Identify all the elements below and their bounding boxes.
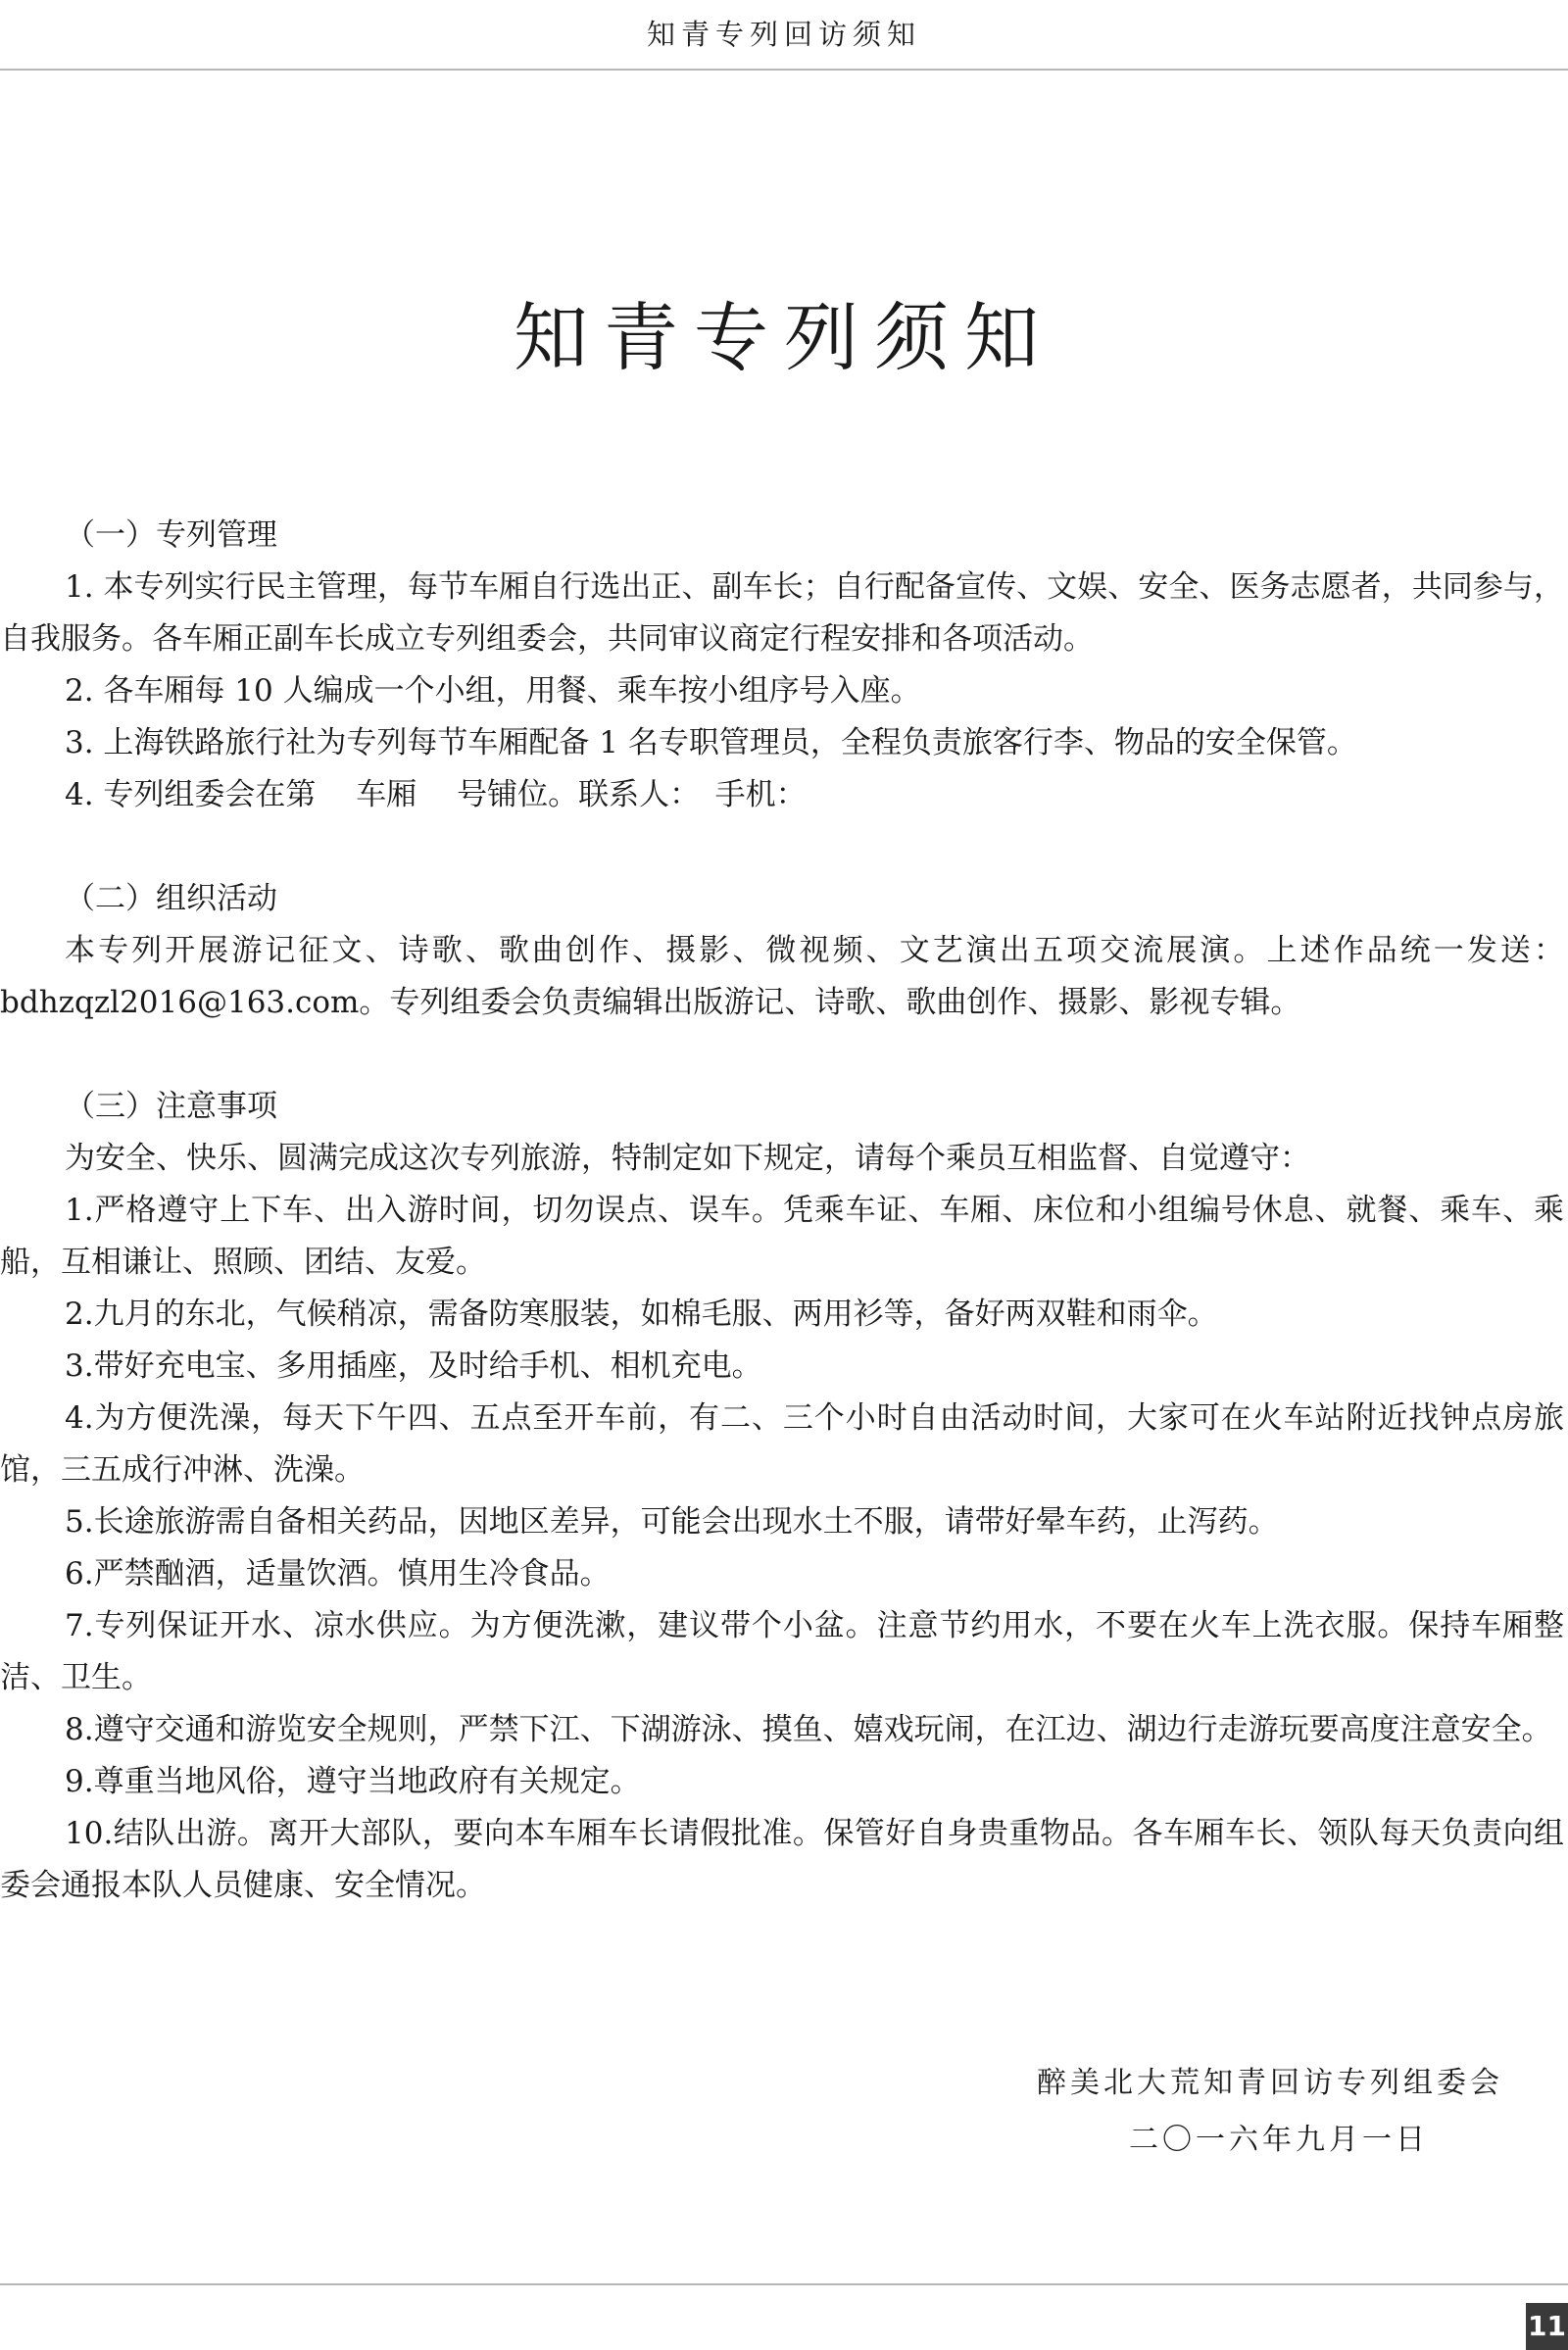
running-header bbox=[0, 0, 1568, 71]
paragraph: 7.专列保证开水、凉水供应。为方便洗漱，建议带个小盆。注意节约用水，不要在火车上洗衣服。保持车厢整洁、卫生。 bbox=[0, 1608, 1564, 1695]
signature-organization: 醉美北大荒知青回访专列组委会 bbox=[1037, 2066, 1503, 2100]
paragraph: 2.九月的东北，气候稍凉，需备防寒服装，如棉毛服、两用衫等，备好两双鞋和雨伞。 bbox=[65, 1297, 1218, 1332]
paragraph: 为安全、快乐、圆满完成这次专列旅游，特制定如下规定，请每个乘员互相监督、自觉遵守： bbox=[65, 1141, 1310, 1176]
running-header-title: 知青专列回访须知 bbox=[646, 18, 921, 51]
footer-divider bbox=[0, 2283, 1568, 2285]
paragraph: 9.尊重当地风俗，遵守当地政府有关规定。 bbox=[65, 1764, 641, 1799]
notice-body bbox=[0, 510, 1568, 1912]
page-number: 11 bbox=[1526, 2303, 1568, 2350]
paragraph: 5.长途旅游需自备相关药品，因地区差异，可能会出现水土不服，请带好晕车药，止泻药。 bbox=[65, 1504, 1279, 1540]
page-title: 知青专列须知 bbox=[514, 294, 1054, 381]
paragraph: 8.遵守交通和游览安全规则，严禁下江、下湖游泳、摸鱼、嬉戏玩闹，在江边、湖边行走游玩要高度注意安全。 bbox=[65, 1712, 1552, 1747]
paragraph: 6.严禁酗酒，适量饮酒。慎用生冷食品。 bbox=[65, 1556, 611, 1591]
section-notes bbox=[0, 1081, 1568, 1912]
paragraph: 本专列开展游记征文、诗歌、歌曲创作、摄影、微视频、文艺演出五项交流展演。上述作品统一发送：bdhzqzl2016@163.com。专列组委会负责编辑出版游记、诗歌、歌曲创作、摄影、影视专辑。 bbox=[0, 933, 1564, 1020]
paragraph: 1.严格遵守上下车、出入游时间，切勿误点、误车。凭乘车证、车厢、床位和小组编号休息、就餐、乘车、乘船，互相谦让、照顾、团结、友爱。 bbox=[0, 1193, 1564, 1280]
paragraph: 1. 本专列实行民主管理，每节车厢自行选出正、副车长；自行配备宣传、文娱、安全、医务志愿者，共同参与，自我服务。各车厢正副车长成立专列组委会，共同审议商定行程安排和各项活动。 bbox=[0, 569, 1564, 657]
section-heading: （二）组织活动 bbox=[65, 881, 277, 916]
signature-date: 二〇一六年九月一日 bbox=[1129, 2123, 1429, 2157]
section-activities bbox=[0, 873, 1568, 1029]
section-heading: （三）注意事项 bbox=[65, 1089, 277, 1124]
paragraph: 4.为方便洗澡，每天下午四、五点至开车前，有二、三个小时自由活动时间，大家可在火车站附近找钟点房旅馆，三五成行冲淋、洗澡。 bbox=[0, 1400, 1564, 1488]
paragraph: 4. 专列组委会在第 车厢 号铺位。联系人： 手机： bbox=[65, 777, 807, 812]
section-management bbox=[0, 510, 1568, 821]
paragraph: 3. 上海铁路旅行社为专列每节车厢配备 1 名专职管理员，全程负责旅客行李、物品的安全保管。 bbox=[65, 725, 1357, 760]
paragraph: 2. 各车厢每 10 人编成一个小组，用餐、乘车按小组序号入座。 bbox=[65, 673, 921, 709]
paragraph: 3.带好充电宝、多用插座，及时给手机、相机充电。 bbox=[65, 1348, 762, 1384]
paragraph: 10.结队出游。离开大部队，要向本车厢车长请假批准。保管好自身贵重物品。各车厢车长、领队每天负责向组委会通报本队人员健康、安全情况。 bbox=[0, 1816, 1564, 1903]
section-heading: （一）专列管理 bbox=[65, 517, 277, 553]
